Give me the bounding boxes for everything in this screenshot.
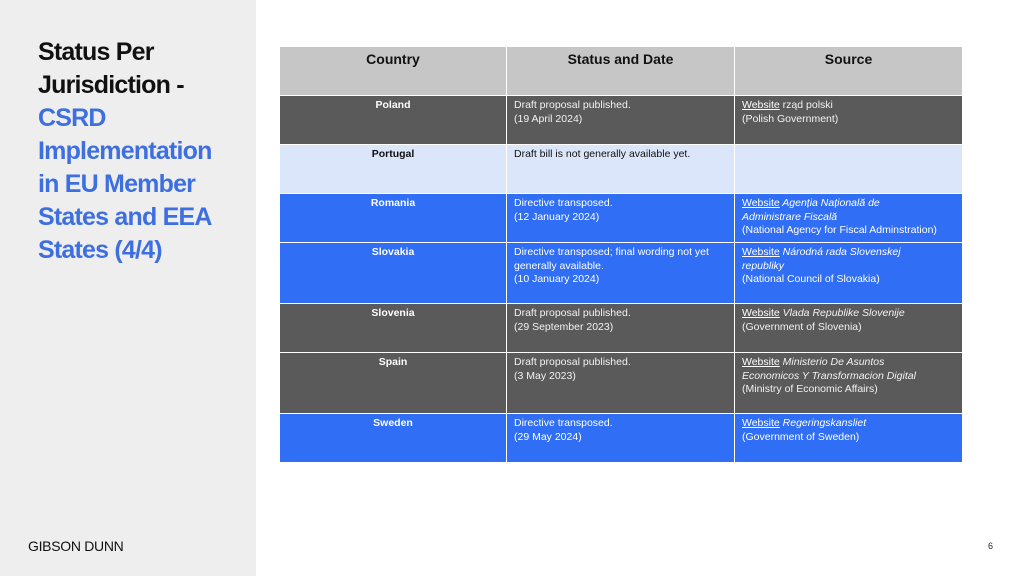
cell-country: Spain bbox=[280, 353, 507, 414]
status-line: (3 May 2023) bbox=[514, 369, 576, 382]
brand-logo-text: GIBSON DUNN bbox=[28, 538, 124, 554]
source-website-link[interactable]: Website bbox=[742, 99, 780, 111]
table-row bbox=[280, 194, 963, 243]
source-line bbox=[742, 99, 955, 113]
source-website-link[interactable]: Website bbox=[742, 307, 780, 319]
cell-source bbox=[735, 353, 963, 414]
source-name: Agenția Națională de bbox=[779, 197, 880, 209]
status-line: Directive transposed. bbox=[514, 197, 613, 209]
cell-status bbox=[507, 243, 735, 304]
source-name: Národná rada Slovenskej bbox=[779, 246, 901, 258]
source-description: (Government of Sweden) bbox=[742, 430, 860, 443]
table-row bbox=[280, 304, 963, 353]
cell-status bbox=[507, 194, 735, 243]
cell-status bbox=[507, 304, 735, 353]
status-table bbox=[279, 46, 963, 463]
slide-title bbox=[38, 36, 248, 267]
cell-country: Slovakia bbox=[280, 243, 507, 304]
header-source: Source bbox=[735, 47, 963, 96]
page-number: 6 bbox=[988, 541, 994, 551]
cell-status bbox=[507, 353, 735, 414]
header-status: Status and Date bbox=[507, 47, 735, 96]
cell-status bbox=[507, 414, 735, 463]
source-name-continued: Economicos Y Transformacion Digital bbox=[742, 369, 916, 382]
status-line: Directive transposed; final wording not yet bbox=[514, 246, 709, 258]
table-header-row bbox=[280, 47, 963, 96]
source-name: Ministerio De Asuntos bbox=[779, 356, 885, 368]
source-line bbox=[742, 417, 955, 431]
source-description: (National Council of Slovakia) bbox=[742, 273, 880, 285]
cell-source bbox=[735, 414, 963, 463]
cell-source bbox=[735, 194, 963, 243]
cell-status bbox=[507, 145, 735, 194]
source-line bbox=[742, 356, 955, 370]
source-name: Regeringskansliet bbox=[779, 417, 867, 429]
source-website-link[interactable]: Website bbox=[742, 356, 780, 368]
source-description: (Polish Government) bbox=[742, 112, 839, 125]
cell-source bbox=[735, 243, 963, 304]
source-line bbox=[742, 246, 955, 260]
table-row bbox=[280, 353, 963, 414]
title-line: in EU Member bbox=[38, 170, 196, 198]
status-line: (29 September 2023) bbox=[514, 320, 614, 333]
cell-country: Slovenia bbox=[280, 304, 507, 353]
title-line: CSRD bbox=[38, 104, 106, 132]
title-line: States (4/4) bbox=[38, 236, 162, 264]
status-line: Draft bill is not generally available yet. bbox=[514, 148, 691, 160]
table-row bbox=[280, 96, 963, 145]
status-line: (10 January 2024) bbox=[514, 273, 600, 285]
status-line: (19 April 2024) bbox=[514, 112, 583, 125]
status-line: Directive transposed. bbox=[514, 417, 613, 429]
source-website-link[interactable]: Website bbox=[742, 197, 780, 209]
table-row bbox=[280, 414, 963, 463]
cell-source bbox=[735, 145, 963, 194]
table-row bbox=[280, 145, 963, 194]
status-line: Draft proposal published. bbox=[514, 356, 631, 368]
status-line: Draft proposal published. bbox=[514, 99, 631, 111]
title-line: Status Per bbox=[38, 38, 154, 66]
status-line: Draft proposal published. bbox=[514, 307, 631, 319]
source-name: Vlada Republike Slovenije bbox=[779, 307, 905, 319]
cell-source bbox=[735, 304, 963, 353]
title-line: Jurisdiction - bbox=[38, 71, 184, 99]
cell-country: Poland bbox=[280, 96, 507, 145]
title-line: Implementation bbox=[38, 137, 212, 165]
status-line: (12 January 2024) bbox=[514, 210, 600, 223]
status-line: (29 May 2024) bbox=[514, 430, 582, 443]
cell-country: Romania bbox=[280, 194, 507, 243]
cell-source bbox=[735, 96, 963, 145]
header-country: Country bbox=[280, 47, 507, 96]
cell-status bbox=[507, 96, 735, 145]
cell-country: Portugal bbox=[280, 145, 507, 194]
source-description: (National Agency for Fiscal Adminstration) bbox=[742, 224, 937, 236]
source-website-link[interactable]: Website bbox=[742, 246, 780, 258]
source-name-continued: Administrare Fiscală bbox=[742, 210, 838, 223]
source-line bbox=[742, 197, 955, 211]
status-line: generally available. bbox=[514, 259, 604, 272]
table-row bbox=[280, 243, 963, 304]
source-website-link[interactable]: Website bbox=[742, 417, 780, 429]
source-name: rząd polski bbox=[779, 99, 833, 111]
source-description: (Government of Slovenia) bbox=[742, 320, 862, 333]
title-line: States and EEA bbox=[38, 203, 212, 231]
source-name-continued: republiky bbox=[742, 259, 785, 272]
cell-country: Sweden bbox=[280, 414, 507, 463]
source-line bbox=[742, 307, 955, 321]
source-description: (Ministry of Economic Affairs) bbox=[742, 383, 878, 395]
